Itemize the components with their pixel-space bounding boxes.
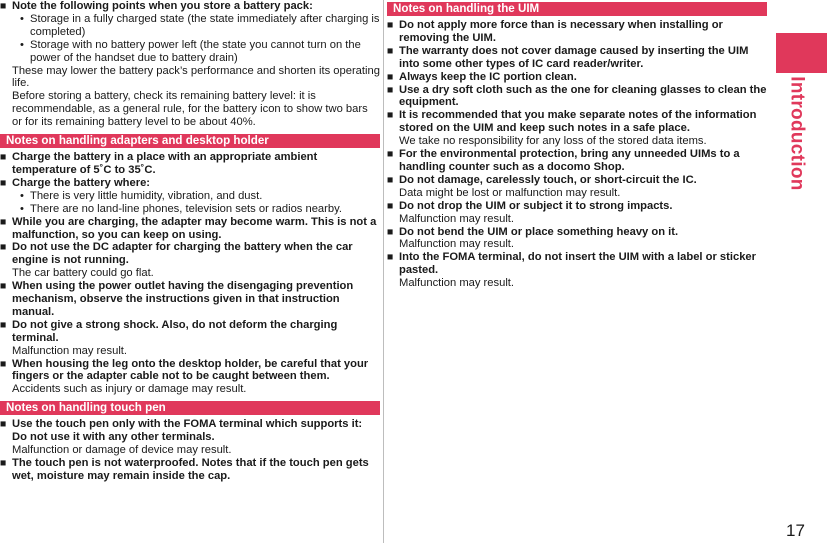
chapter-tab-label: Introduction <box>786 75 808 191</box>
battery-storage-item <box>0 0 380 129</box>
list-item <box>387 226 767 252</box>
list-item <box>0 319 380 358</box>
item-heading: ■ Use a dry soft cloth such as the one for cleaning glasses to clean the equipment. <box>399 83 767 109</box>
item-heading: ■ Note the following points when you store a battery pack: <box>12 0 313 12</box>
item-heading: ■ Do not give a strong shock. Also, do not deform the charging terminal. <box>12 318 338 344</box>
bullet: • Storage in a fully charged state (the state immediately after charging is completed) <box>12 13 380 39</box>
list-item <box>0 216 380 242</box>
item-note: Accidents such as injury or damage may result. <box>12 383 247 396</box>
list-item <box>387 84 767 110</box>
item-note: Data might be lost or malfunction may result. <box>399 186 621 199</box>
item-note: Before storing a battery, check its remaining battery level: it is recommendable, as a general rule, for the battery icon to show two bars or for its remaining battery level to be about 40%. <box>12 90 368 129</box>
list-item <box>387 71 767 84</box>
item-note: Malfunction or damage of device may result. <box>12 444 232 457</box>
item-note: We take no responsibility for any loss of the stored data items. <box>399 135 707 148</box>
item-heading: ■ Do not drop the UIM or subject it to strong impacts. <box>399 199 673 212</box>
item-heading: ■ Do not apply more force than is necessary when installing or removing the UIM. <box>399 19 723 44</box>
item-heading: ■ Do not damage, carelessly touch, or short-circuit the IC. <box>399 173 697 186</box>
list-item <box>0 418 380 457</box>
item-heading: ■ Do not use the DC adapter for charging the battery when the car engine is not running. <box>12 241 353 267</box>
item-note: Malfunction may result. <box>399 238 515 251</box>
list-item <box>387 45 767 71</box>
list-item <box>0 177 380 216</box>
item-heading: ■ The warranty does not cover damage caused by inserting the UIM into some other types of IC card reader/writer. <box>399 44 749 70</box>
right-column <box>387 0 767 290</box>
item-heading: ■ The touch pen is not waterproofed. Notes that if the touch pen gets wet, moisture may remain inside the cap. <box>12 457 369 482</box>
list-item <box>0 241 380 280</box>
list-item <box>0 457 380 483</box>
list-item <box>387 109 767 148</box>
item-heading: ■ Into the FOMA terminal, do not insert the UIM with a label or sticker pasted. <box>399 251 756 277</box>
left-column <box>0 0 380 483</box>
bullet: • There is very little humidity, vibration, and dust. <box>12 190 380 203</box>
item-note: The car battery could go flat. <box>12 267 154 280</box>
list-item <box>0 358 380 397</box>
item-heading: ■ Charge the battery where: <box>12 176 151 189</box>
section-header-adapters: Notes on handling adapters and desktop holder <box>0 134 380 148</box>
section-header-touch-pen: Notes on handling touch pen <box>0 401 380 415</box>
bullet: • Storage with no battery power left (the state you cannot turn on the power of the handset due to battery drain) <box>12 39 380 65</box>
list-item <box>387 251 767 290</box>
item-heading: ■ When using the power outlet having the disengaging prevention mechanism, observe the instructions given in that instruction manual. <box>12 280 354 318</box>
column-divider <box>383 0 384 543</box>
item-heading: ■ Use the touch pen only with the FOMA terminal which supports it: Do not use it with any other terminals. <box>12 418 363 444</box>
list-item <box>0 280 380 319</box>
item-note: Malfunction may result. <box>399 212 515 225</box>
item-note: Malfunction may result. <box>12 344 128 357</box>
list-item <box>0 151 380 177</box>
section-header-uim: Notes on handling the UIM <box>387 2 767 16</box>
item-note: These may lower the battery pack’s performance and shorten its operating life. <box>12 64 380 90</box>
item-heading: ■ It is recommended that you make separate notes of the information stored on the UIM and keep such notes in a safe place. <box>399 109 757 135</box>
list-item <box>387 174 767 200</box>
item-heading: ■ When housing the leg onto the desktop holder, be careful that your fingers or the adapter cable not to be caught between them. <box>12 357 369 383</box>
page-number: 17 <box>786 521 805 540</box>
item-heading: ■ Always keep the IC portion clean. <box>399 70 577 83</box>
chapter-tab <box>766 73 827 193</box>
list-item <box>387 19 767 45</box>
item-heading: ■ For the environmental protection, bring any unneeded UIMs to a handling counter such as a docomo Shop. <box>399 148 740 173</box>
item-heading: ■ While you are charging, the adapter may become warm. This is not a malfunction, so you can keep on using. <box>12 215 377 241</box>
item-heading: ■ Do not bend the UIM or place something heavy on it. <box>399 225 679 238</box>
list-item <box>387 200 767 226</box>
chapter-tab-marker <box>776 33 827 73</box>
item-heading: ■ Charge the battery in a place with an appropriate ambient temperature of 5˚C to 35˚C. <box>12 151 318 176</box>
bullet: • There are no land-line phones, television sets or radios nearby. <box>12 203 380 216</box>
list-item <box>387 148 767 174</box>
item-note: Malfunction may result. <box>399 277 515 290</box>
